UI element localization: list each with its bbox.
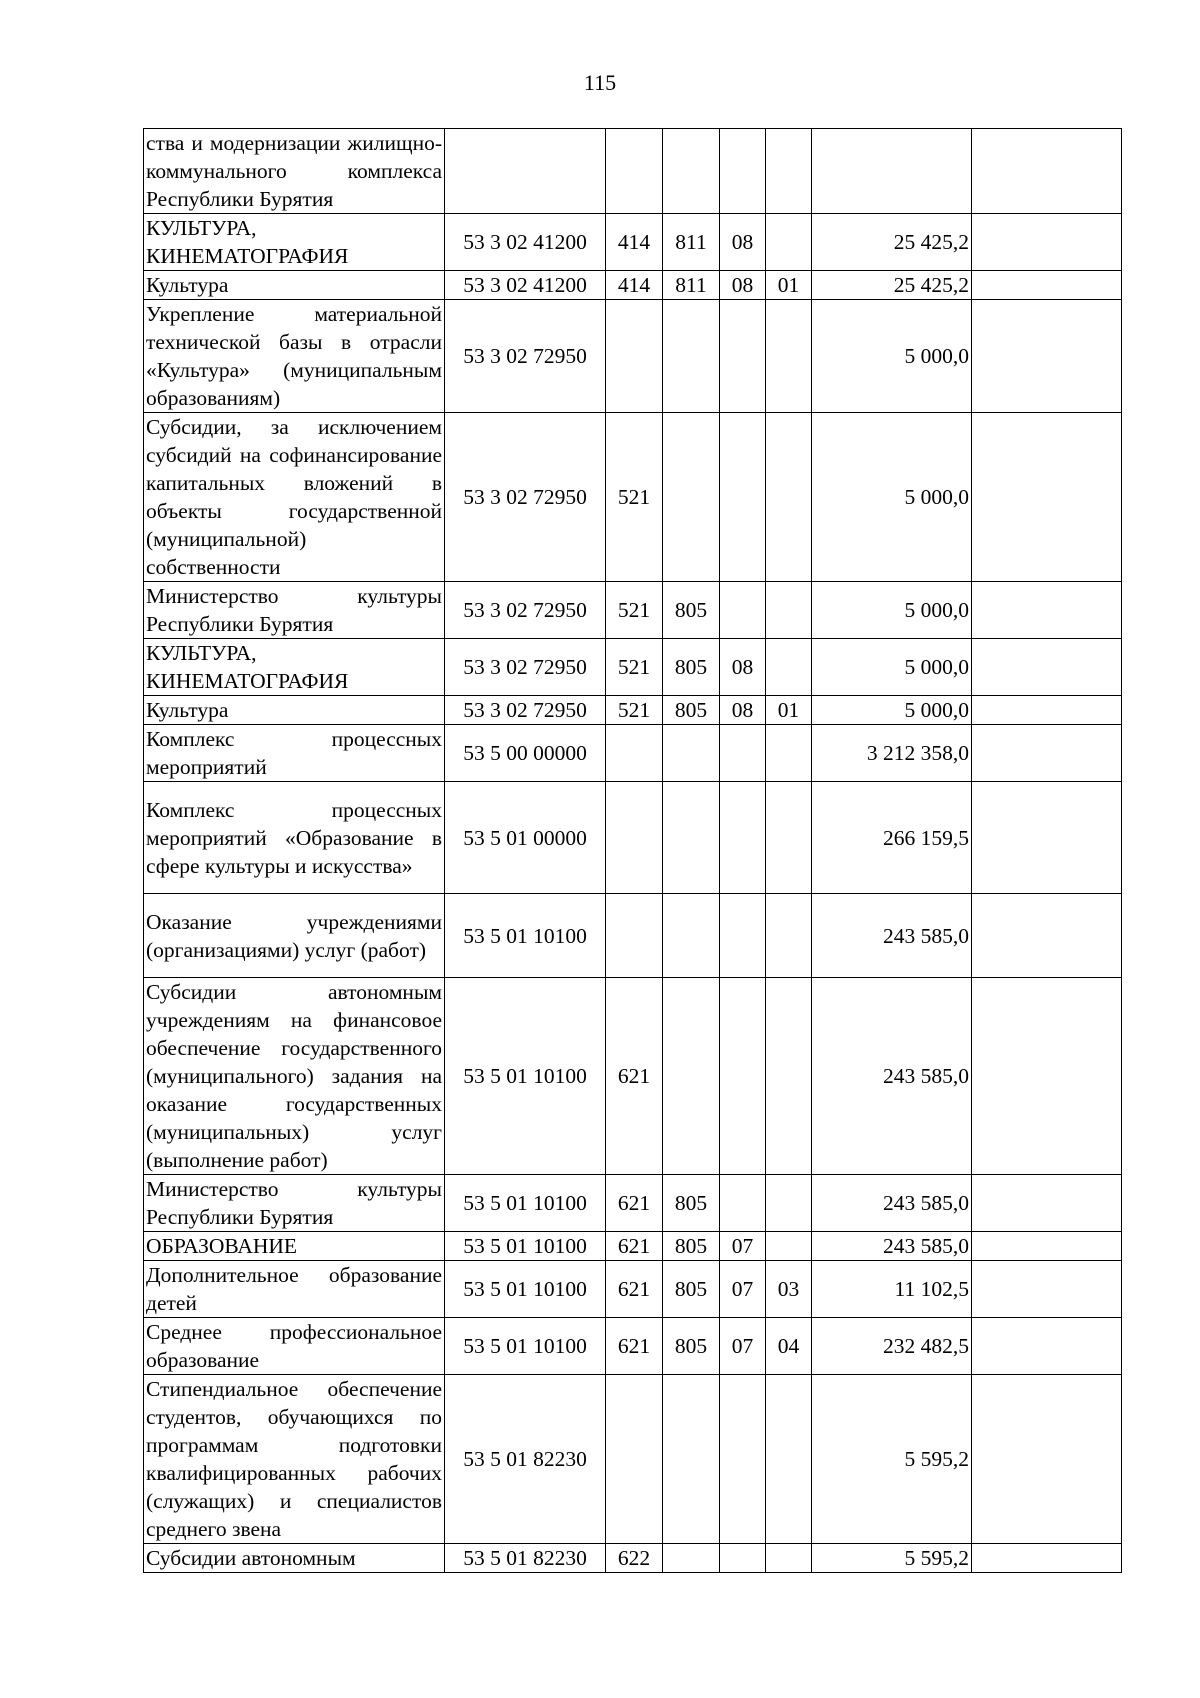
row-name: Среднее профессиональное образование [144,1318,445,1375]
row-rz [720,300,766,413]
row-pr [766,1175,812,1232]
row-grbs: 805 [663,1261,720,1318]
row-code: 53 5 01 82230 [445,1544,606,1573]
row-name: ОБРАЗОВАНИЕ [144,1232,445,1261]
row-pr [766,1375,812,1544]
table-row [144,214,1122,271]
row-sum: 266 159,5 [812,782,972,894]
row-rz [720,725,766,782]
row-name: Стипендиальное обеспечение студентов, обучающихся по программам подготовки квалифицированных рабочих (служащих) и специалистов среднего звена [144,1375,445,1544]
row-sum: 5 000,0 [812,696,972,725]
table-row [144,582,1122,639]
row-rz: 07 [720,1261,766,1318]
row-extra [972,978,1122,1175]
row-extra [972,1318,1122,1375]
budget-table [143,128,1122,1573]
row-pr: 01 [766,271,812,300]
table-row [144,894,1122,978]
row-vr [606,725,663,782]
row-rz [720,129,766,214]
row-vr [606,1375,663,1544]
row-vr: 621 [606,1175,663,1232]
row-extra [972,1544,1122,1573]
row-pr [766,1544,812,1573]
row-sum: 25 425,2 [812,271,972,300]
row-extra [972,782,1122,894]
row-name: Комплекс процессных мероприятий [144,725,445,782]
row-sum: 243 585,0 [812,1232,972,1261]
row-vr [606,129,663,214]
row-grbs: 805 [663,639,720,696]
row-code: 53 5 01 10100 [445,894,606,978]
row-pr [766,413,812,582]
row-sum: 232 482,5 [812,1318,972,1375]
row-code: 53 5 01 10100 [445,1175,606,1232]
row-name: ства и модернизации жилищно-коммунального комплекса Республики Бурятия [144,129,445,214]
row-name: Комплекс процессных мероприятий «Образование в сфере культуры и искусства» [144,782,445,894]
row-extra [972,639,1122,696]
table-row [144,696,1122,725]
row-rz: 07 [720,1318,766,1375]
table-row [144,1318,1122,1375]
row-grbs [663,725,720,782]
row-rz: 07 [720,1232,766,1261]
row-grbs: 811 [663,271,720,300]
row-name: Субсидии, за исключением субсидий на софинансирование капитальных вложений в объекты государственной (муниципальной) собственности [144,413,445,582]
row-code: 53 3 02 72950 [445,639,606,696]
row-pr [766,639,812,696]
row-vr: 521 [606,582,663,639]
row-rz: 08 [720,214,766,271]
row-sum: 3 212 358,0 [812,725,972,782]
row-grbs [663,300,720,413]
row-grbs [663,894,720,978]
row-pr [766,978,812,1175]
row-sum: 5 000,0 [812,300,972,413]
row-sum: 5 595,2 [812,1544,972,1573]
row-extra [972,696,1122,725]
row-pr [766,782,812,894]
row-vr: 621 [606,1318,663,1375]
row-sum: 5 000,0 [812,639,972,696]
row-pr [766,129,812,214]
table-row [144,1175,1122,1232]
row-grbs: 811 [663,214,720,271]
row-name: КУЛЬТУРА, КИНЕМАТОГРАФИЯ [144,639,445,696]
row-sum: 25 425,2 [812,214,972,271]
row-sum: 5 595,2 [812,1375,972,1544]
table-row [144,300,1122,413]
row-rz: 08 [720,271,766,300]
row-grbs [663,782,720,894]
row-code: 53 5 01 10100 [445,1318,606,1375]
row-sum: 5 000,0 [812,582,972,639]
row-vr: 521 [606,413,663,582]
row-name: Культура [144,271,445,300]
row-extra [972,894,1122,978]
row-pr: 04 [766,1318,812,1375]
table-row [144,639,1122,696]
row-rz [720,782,766,894]
row-grbs [663,1544,720,1573]
row-pr: 01 [766,696,812,725]
row-name: Оказание учреждениями (организациями) услуг (работ) [144,894,445,978]
row-pr [766,1232,812,1261]
row-name: Культура [144,696,445,725]
table-row [144,782,1122,894]
row-pr: 03 [766,1261,812,1318]
row-rz [720,894,766,978]
row-sum [812,129,972,214]
row-grbs: 805 [663,1175,720,1232]
row-name: Субсидии автономным учреждениям на финансовое обеспечение государственного (муниципального) задания на оказание государственных (муниципальных) услуг (выполнение работ) [144,978,445,1175]
row-pr [766,300,812,413]
row-rz [720,582,766,639]
row-grbs [663,413,720,582]
row-code: 53 5 01 10100 [445,1261,606,1318]
row-rz [720,978,766,1175]
row-code: 53 5 00 00000 [445,725,606,782]
row-extra [972,1375,1122,1544]
row-pr [766,214,812,271]
row-extra [972,582,1122,639]
row-code: 53 5 01 10100 [445,1232,606,1261]
table-row [144,1232,1122,1261]
row-code: 53 3 02 72950 [445,300,606,413]
row-extra [972,1232,1122,1261]
row-name: Дополнительное образование детей [144,1261,445,1318]
row-extra [972,1261,1122,1318]
row-pr [766,582,812,639]
table-row [144,1261,1122,1318]
table-row [144,978,1122,1175]
row-name: Министерство культуры Республики Бурятия [144,582,445,639]
row-code: 53 3 02 41200 [445,271,606,300]
row-name: Укрепление материальной технической базы в отрасли «Культура» (муниципальным образованиям) [144,300,445,413]
table-row [144,271,1122,300]
row-sum: 243 585,0 [812,1175,972,1232]
row-sum: 5 000,0 [812,413,972,582]
row-rz: 08 [720,639,766,696]
row-vr: 621 [606,978,663,1175]
row-rz [720,1544,766,1573]
row-vr [606,300,663,413]
row-pr [766,725,812,782]
row-vr: 414 [606,271,663,300]
row-vr: 414 [606,214,663,271]
row-rz [720,1175,766,1232]
row-pr [766,894,812,978]
row-code: 53 5 01 10100 [445,978,606,1175]
row-code [445,129,606,214]
row-vr: 621 [606,1232,663,1261]
row-grbs [663,129,720,214]
table-row [144,1375,1122,1544]
table-row [144,129,1122,214]
row-code: 53 5 01 82230 [445,1375,606,1544]
row-vr: 621 [606,1261,663,1318]
row-sum: 243 585,0 [812,978,972,1175]
table-row [144,413,1122,582]
row-rz [720,1375,766,1544]
row-vr [606,782,663,894]
row-vr: 521 [606,639,663,696]
page-number: 115 [583,70,617,95]
row-vr: 622 [606,1544,663,1573]
row-extra [972,725,1122,782]
row-code: 53 3 02 72950 [445,582,606,639]
row-grbs [663,978,720,1175]
row-grbs: 805 [663,1232,720,1261]
row-grbs: 805 [663,696,720,725]
table-row [144,1544,1122,1573]
row-grbs: 805 [663,1318,720,1375]
table-row [144,725,1122,782]
row-rz: 08 [720,696,766,725]
row-code: 53 5 01 00000 [445,782,606,894]
row-code: 53 3 02 72950 [445,413,606,582]
row-name: Субсидии автономным [144,1544,445,1573]
row-grbs: 805 [663,582,720,639]
row-rz [720,413,766,582]
row-name: КУЛЬТУРА, КИНЕМАТОГРАФИЯ [144,214,445,271]
row-sum: 243 585,0 [812,894,972,978]
row-extra [972,300,1122,413]
row-extra [972,271,1122,300]
row-extra [972,1175,1122,1232]
row-vr [606,894,663,978]
row-name: Министерство культуры Республики Бурятия [144,1175,445,1232]
row-grbs [663,1375,720,1544]
row-sum: 11 102,5 [812,1261,972,1318]
row-vr: 521 [606,696,663,725]
row-extra [972,214,1122,271]
row-code: 53 3 02 72950 [445,696,606,725]
row-code: 53 3 02 41200 [445,214,606,271]
row-extra [972,413,1122,582]
row-extra [972,129,1122,214]
